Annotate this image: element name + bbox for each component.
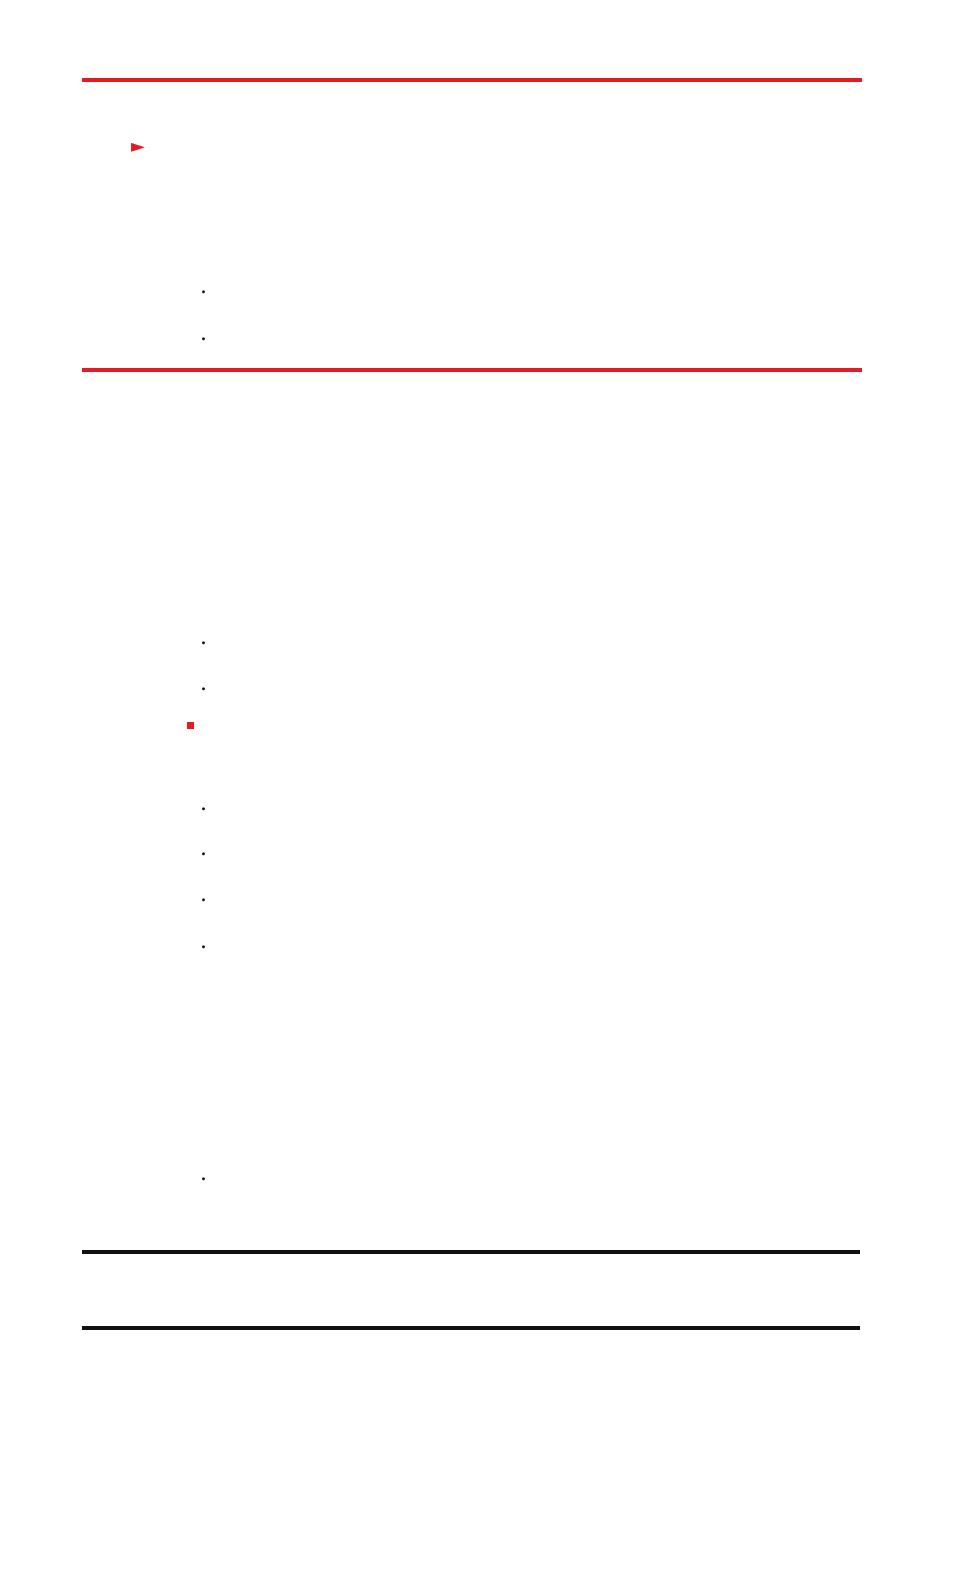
step-text: . [166, 834, 207, 864]
menu-ok-key-icon [168, 320, 198, 346]
step-text: . [166, 880, 207, 910]
menu-ok-key-icon [168, 226, 198, 252]
menu-ok-key-icon [168, 835, 198, 861]
section-title-displaying [82, 76, 862, 82]
step-text: . [166, 271, 207, 302]
menu-ok-key-icon [168, 273, 198, 299]
step-text: . [166, 622, 207, 653]
tip-box [82, 1250, 860, 1330]
menu-ok-key-icon [168, 881, 198, 907]
step-text: . [166, 1158, 207, 1189]
step-text: . [166, 318, 207, 349]
step-text [166, 576, 200, 606]
step-text: . [166, 668, 207, 699]
section-title-adding [82, 366, 862, 372]
menu-ok-key-icon [168, 670, 198, 696]
menu-ok-key-icon [168, 928, 198, 954]
step-text [166, 225, 200, 255]
menu-ok-key-icon [168, 624, 198, 650]
menu-ok-key-icon [168, 1160, 198, 1186]
menu-ok-key-icon [168, 577, 198, 603]
step-text: . [166, 788, 207, 819]
square-bullet-icon [187, 722, 194, 729]
step-text: . [166, 927, 207, 957]
menu-ok-key-icon [168, 790, 198, 816]
arrow-bullet-icon: ► [131, 136, 145, 157]
